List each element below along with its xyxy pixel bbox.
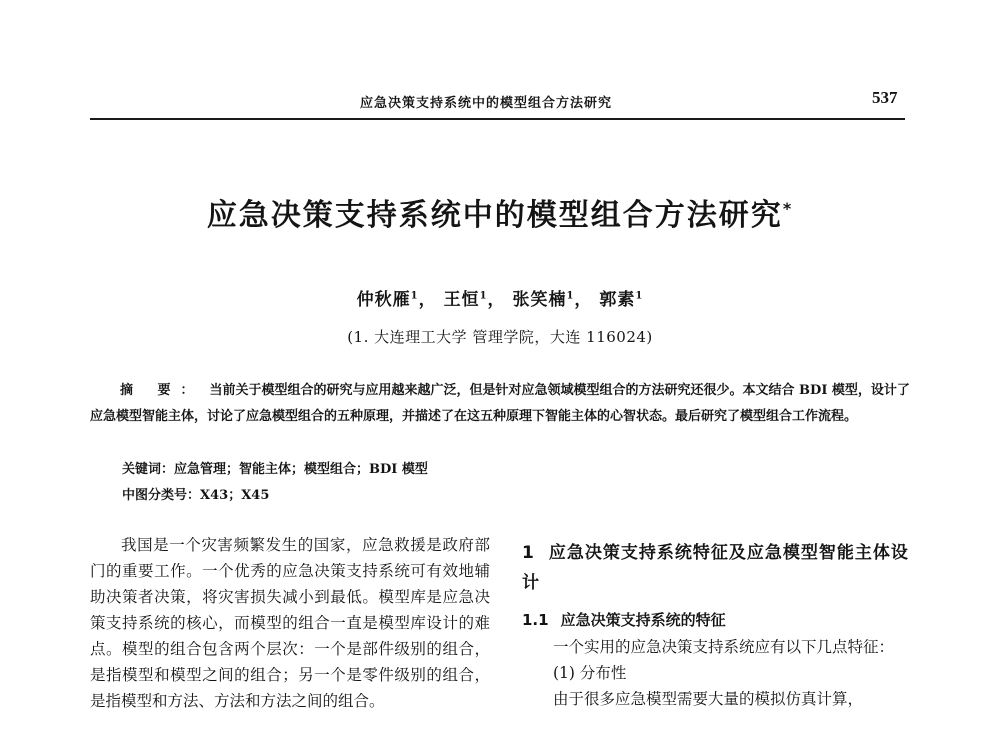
abstract-text: 当前关于模型组合的研究与应用越来越广泛，但是针对应急领域模型组合的方法研究还很少。本文结合 BDI 模型，设计了应急模型智能主体，讨论了应急模型组合的五种原理，并描述了在这五种原理下智能主体的心智状态。最后研究了模型组合工作流程。 — [90, 383, 910, 424]
body-paragraph: 一个实用的应急决策支持系统应有以下几点特征： — [553, 638, 895, 656]
keywords — [122, 458, 428, 477]
subsection-heading — [522, 608, 912, 632]
clc-text: X43；X45 — [200, 488, 270, 503]
section-number: 1 — [522, 543, 535, 563]
page-number: 537 — [872, 88, 898, 107]
keywords-text: 应急管理；智能主体；模型组合；BDI 模型 — [174, 462, 428, 477]
author-list — [0, 285, 1000, 310]
header-rule — [90, 118, 905, 120]
body-paragraph: 由于很多应急模型需要大量的模拟仿真计算， — [553, 690, 864, 708]
paper-title-text: 应急决策支持系统中的模型组合方法研究 — [206, 198, 783, 233]
author-name: 张笑楠 — [512, 290, 567, 310]
body-paragraph: 我国是一个灾害频繁发生的国家，应急救援是政府部门的重要工作。一个优秀的应急决策支持系统可有效地辅助决策者决策，将灾害损失减小到最低。模型库是应急决策支持系统的核心，而模型的组合一直是模型库设计的难点。模型的组合包含两个层次：一个是部件级别的组合，是指模型和模型之间的组合；另一个是零件级别的组合，是指模型和方法、方法和方法之间的组合。 — [90, 536, 490, 710]
keywords-label: 关键词： — [122, 462, 175, 477]
abstract — [90, 378, 910, 430]
author-separator: ， — [574, 290, 593, 310]
author-name: 王恒 — [443, 290, 480, 310]
subsection-title: 应急决策支持系统的特征 — [560, 611, 726, 629]
clc-label: 中图分类号： — [122, 488, 201, 503]
author-affiliation-mark: 1 — [635, 290, 644, 302]
author-separator: ， — [487, 290, 506, 310]
author-name: 郭素 — [599, 290, 636, 310]
author-affiliation-mark: 1 — [566, 290, 575, 302]
section-title: 应急决策支持系统特征及应急模型智能主体设计 — [522, 543, 909, 593]
clc-number — [122, 484, 269, 503]
abstract-label: 摘 要： — [120, 383, 204, 398]
section-heading — [522, 538, 912, 598]
author-affiliation-mark: 1 — [479, 290, 488, 302]
affiliation: (1. 大连理工大学 管理学院，大连 116024) — [347, 328, 653, 346]
title-footnote-mark: * — [782, 199, 794, 218]
list-item-heading: (1) 分布性 — [553, 664, 627, 682]
right-column — [522, 538, 912, 712]
author-name: 仲秋雁 — [356, 290, 411, 310]
author-separator: ， — [418, 290, 437, 310]
left-column — [90, 532, 490, 714]
author-affiliation-mark: 1 — [410, 290, 419, 302]
paper-title — [0, 190, 1000, 234]
subsection-number: 1.1 — [522, 611, 549, 629]
running-head: 应急决策支持系统中的模型组合方法研究 — [360, 96, 613, 111]
